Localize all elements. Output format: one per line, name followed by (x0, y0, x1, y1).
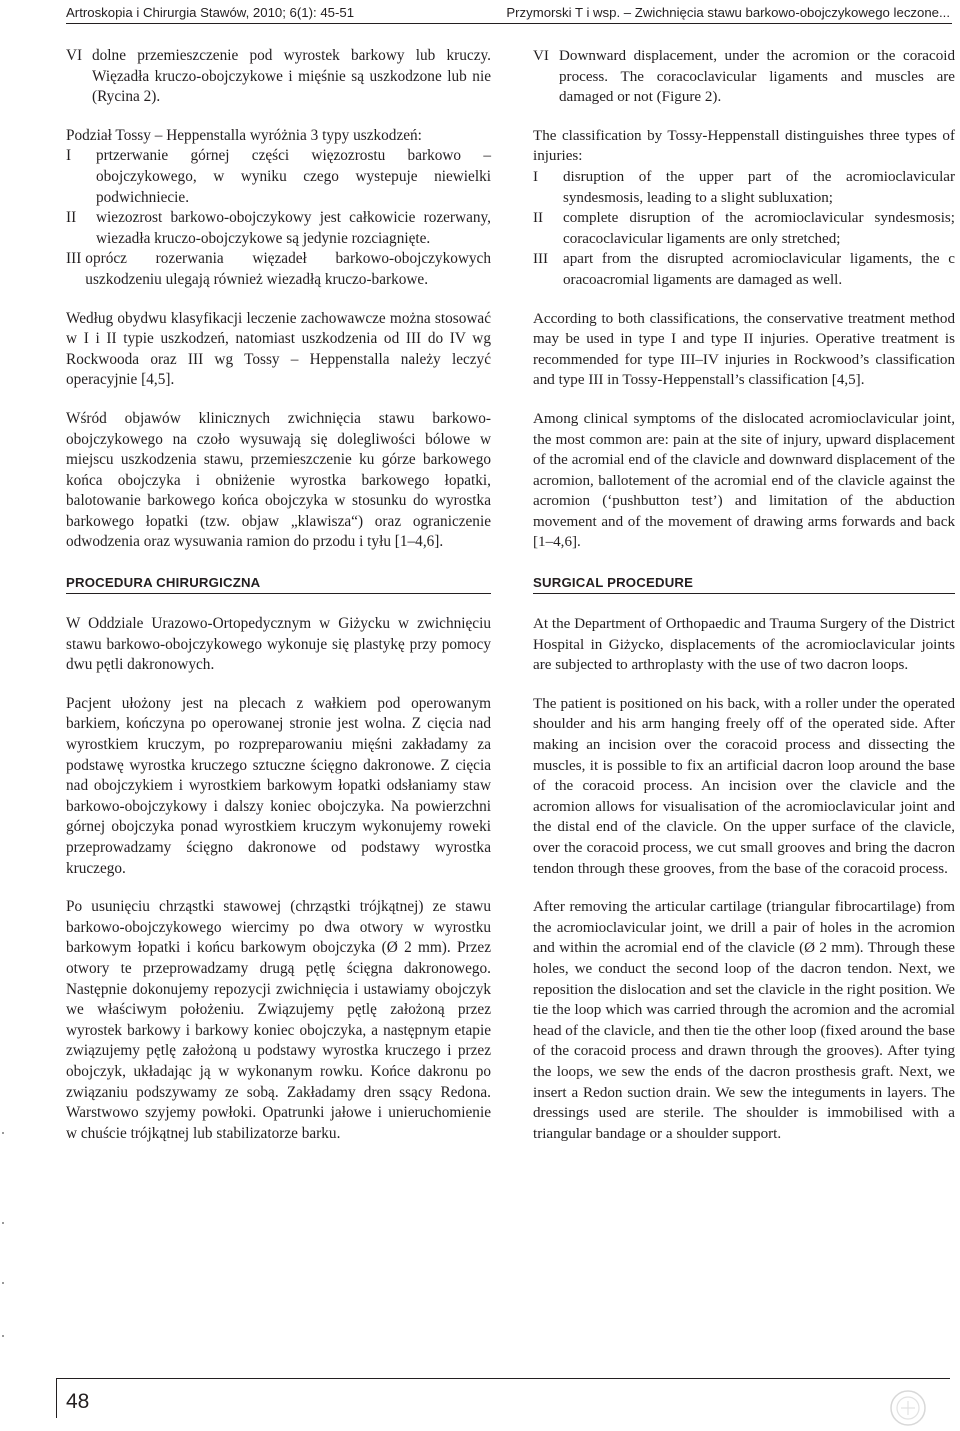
list-number: II (533, 210, 544, 227)
list-text: apart from the disrupted acromioclavicular ligaments, the c oracoacromial ligaments are damaged as well. (563, 251, 955, 288)
list-number: I (533, 168, 539, 185)
symptoms-paragraph: Wśród objawów klinicznych zwichnięcia stawu barkowo-obojczykowego na czoło wysuwają się dolegliwości bólowe w miejscu uszkodzenia stawu, przemieszczenie ku górze barkowego końca obojczyka i obniżenie wyrostka barkowego łopatki, balotowanie barkowego końca obojczyka w stosunku do wyrostka barkowego łopatki (tzw. objaw „klawisza“) oraz ograniczenie odwodzenia oraz wysuwania ramion do przodu i tyłu [1–4,6]. (66, 409, 491, 551)
rockwood-type-vi (66, 46, 491, 108)
margin-mark (2, 1282, 4, 1284)
publisher-logo-icon (888, 1388, 928, 1428)
footer-rule (56, 1378, 950, 1379)
section-heading-text: PROCEDURA CHIRURGICZNA (66, 575, 261, 591)
list-number: III (533, 251, 549, 268)
footer-corner-bar (56, 1378, 57, 1418)
list-number: VI (533, 48, 549, 64)
section-heading (533, 575, 955, 594)
list-item (66, 146, 491, 208)
section-heading-text: SURGICAL PROCEDURE (533, 575, 694, 591)
list-text: disruption of the upper part of the acromioclavicular syndesmosis, leading to a slight subluxation; (563, 168, 955, 206)
list-item (66, 249, 491, 290)
list-number: VI (66, 47, 83, 64)
patient-paragraph: Pacjent ułożony jest na plecach z wałkiem pod operowanym barkiem, kończyna po operowanej stronie jest wolna. Z cięcia nad wyrostkiem kruczym, po rozpreparowaniu mięśni zakładamy za podstawę wyrostka kruczego sztuczne ścięgno dakronowe. Z cięcia nad obojczykiem i wyrostkiem barkowym łopatki odsłaniamy staw barkowo-obojczykowy i dalszy koniec obojczyka. Na powierzchni górnej obojczyka ponad wyrostkiem kruczym wykonujemy roweki przeprowadzamy ścięgno dakronowe od podstawy wyrostka kruczego. (66, 694, 491, 877)
polish-column (66, 46, 491, 1162)
classification-paragraph: Według obydwu klasyfikacji leczenie zachowawcze można stosować w I i II typie uszkodzeń, natomiast uszkodzenia od III do IV wg Rockwooda oraz III wg Tossy – Heppenstalla należy leczyć operacyjnie [4,5]. (66, 309, 491, 389)
list-text: oprócz rozerwania więzadeł barkowo-obojczykowych uszkodzeniu ulegają również wiezadłą kruczo-barkowe. (85, 250, 491, 288)
header-rule (66, 23, 952, 24)
symptoms-paragraph: Among clinical symptoms of the dislocated acromioclavicular joint, the most common are: pain at the site of injury, upward displacement of the acromial end of the clavicle and downward displacement of the acromion, ballotement of the acromial end of the clavicle against the acromion (‘pushbutton test’) and limitation of the abduction movement and of the movement of drawing arms forwards and back [1–4,6]. (533, 410, 955, 551)
english-column (533, 46, 955, 1162)
list-item (66, 208, 491, 249)
list-text: complete disruption of the acromioclavicular syndesmosis; coracoclavicular ligaments are only stretched; (563, 210, 955, 247)
margin-mark (2, 1335, 4, 1337)
list-text: Downward displacement, under the acromion or the coracoid process. The coracoclavicular ligaments and muscles are damaged or not (Figure 2). (559, 48, 955, 106)
running-header (0, 0, 960, 24)
list-item (533, 249, 955, 290)
tossy-intro: Podział Tossy – Heppenstalla wyróżnia 3 typy uszkodzeń: (66, 126, 422, 144)
department-paragraph: W Oddziale Urazowo-Ortopedycznym w Giżycku w zwichnięciu stawu barkowo-obojczykowego wykonuje się plastykę przy pomocy dwu pętli dakronowych. (66, 615, 491, 674)
removal-paragraph: After removing the articular cartilage (triangular fibrocartilage) from the acromioclavicular joint, we drill a pair of holes in the acromion and within the acromial end of the clavicle (Ø 2 mm). Through these holes, we conduct the second loop of the dacron tendon. Next, we reposition the dislocation and set the clavicle in the right position. We tie the loop which was carried through the acromion and the acromial head of the clavicle, and then tie the other loop (fixed around the base of the coracoid process and drawn through the grooves). After tying the loops, we sew the ends of the dacron prosthesis graft. Next, we insert a Redon suction drain. We sew the integuments in layers. The dressings used are sterile. The shoulder is immobilised with a triangular bandage or a shoulder support. (533, 899, 955, 1142)
tossy-classification (66, 126, 491, 291)
tossy-classification (533, 126, 955, 291)
list-item (533, 167, 955, 208)
patient-paragraph: The patient is positioned on his back, with a roller under the operated shoulder and his arm hanging freely off of the operated side. After making an incision over the coracoid process and dissecting the muscles, it is possible to fix an artificial dacron loop around the base of the coracoid process. An incision over the clavicle and the acromion allows for visualisation of the acromioclavicular joint and the distal end of the clavicle. On the upper surface of the clavicle, over the coracoid process, we cut small grooves and bring the dacron tendon through these grooves, from the base of the coracoid process. (533, 695, 955, 877)
list-text: dolne przemieszczenie pod wyrostek barkowy lub kruczy. Więzadła kruczo-obojczykowe i mięśnie są uszkodzone lub nie (Rycina 2). (92, 47, 491, 106)
article-running-title: Przymorski T i wsp. – Zwichnięcia stawu barkowo-obojczykowego leczone... (506, 5, 950, 20)
classification-paragraph: According to both classifications, the conservative treatment method may be used in type I and type II injuries. Operative treatment is recommended for type III–IV injuries in Rockwood’s classification and type III in Tossy-Heppenstall’s classification [4,5]. (533, 310, 955, 389)
margin-mark (2, 1222, 4, 1224)
list-number: II (66, 209, 77, 227)
margin-mark (2, 1132, 4, 1134)
section-heading (66, 575, 491, 594)
list-text: prtzerwanie górnej części więzozrostu barkowo – obojczykowego, w wyniku czego wystepuje niewielki podwichniecie. (96, 147, 491, 206)
list-number: I (66, 147, 72, 165)
tossy-intro: The classification by Tossy-Heppenstall distinguishes three types of injuries: (533, 127, 955, 165)
list-item (533, 208, 955, 249)
list-number: III (66, 250, 82, 268)
department-paragraph: At the Department of Orthopaedic and Trauma Surgery of the District Hospital in Giżycko, displacements of the acromioclavicular joints are subjected to arthroplasty with the use of two dacron loops. (533, 616, 955, 674)
journal-citation: Artroskopia i Chirurgia Stawów, 2010; 6(1): 45-51 (66, 5, 355, 20)
removal-paragraph: Po usunięciu chrząstki stawowej (chrząstki trójkątnej) ze stawu barkowo-obojczykowego wiercimy po dwa otwory w wyrostku barkowym łopatki i końcu barkowym obojczyka (Ø 2 mm). Przez otwory te przeprowadzamy drugą pętlę ścięgna dakronowego. Następnie dokonujemy repozycji zwichnięcia i ustawiamy obojczyk we właściwym położeniu. Związujemy pętlę założoną przez wyrostek barkowy i barkowy koniec obojczyka, a następnym etapie związujemy pętlę założoną u podstawy wyrostka kruczego i przez obojczyk, układając ją w wykonanym rowku. Końce dakronu po związaniu podszywamy ze sobą. Zakładamy dren ssący Redona. Warstwowo szyjemy powłoki. Opatrunki jałowe i unieruchomienie w chuście trójkątnej lub stabilizatorze barku. (66, 898, 491, 1142)
list-text: wiezozrost barkowo-obojczykowy jest całkowicie rozerwany, wiezadła kruczo-obojczykowe są jedynie rozciagnięte. (96, 209, 491, 247)
page-number: 48 (66, 1390, 90, 1413)
rockwood-type-vi (533, 46, 955, 108)
